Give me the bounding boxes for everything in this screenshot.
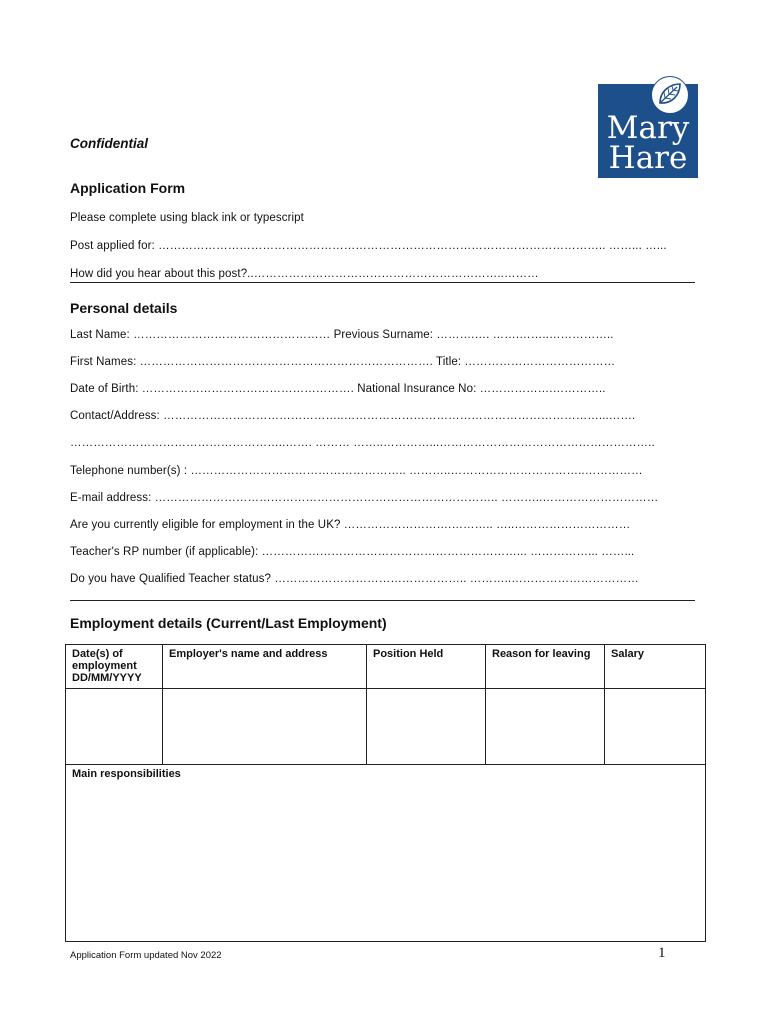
- contact-address-field[interactable]: Contact/Address: ………………………………………..…………………………………………………………...…….: [70, 410, 636, 422]
- instruction-text: Please complete using black ink or typescript: [70, 212, 304, 224]
- divider: [70, 600, 695, 601]
- contact-address-continued[interactable]: ………………………………………………..……. ……… ……..…………...………………………………………………..: [70, 437, 655, 449]
- table-header-row: [66, 645, 706, 689]
- date-of-birth-field[interactable]: Date of Birth: ………………………………………………. National Insurance No: ……………….…………..: [70, 383, 606, 395]
- column-header: Position Held: [367, 645, 486, 689]
- uk-eligibility-field[interactable]: Are you currently eligible for employment in the UK? ……………………….……….. …..…………………………: [70, 519, 631, 531]
- first-names-field[interactable]: First Names: …………………………………………………………………. Title: …………………………………: [70, 356, 616, 368]
- leaf-icon: [651, 76, 689, 114]
- how-heard-field[interactable]: How did you hear about this post?..………………………………………………………..………: [70, 268, 539, 280]
- column-header: Employer's name and address: [163, 645, 367, 689]
- responsibilities-row: [66, 765, 706, 942]
- confidential-label: Confidential: [70, 136, 148, 151]
- page-title: Application Form: [70, 180, 186, 196]
- reason-cell[interactable]: [486, 689, 605, 765]
- last-name-field[interactable]: Last Name: …………………………………………… Previous Surname: ……….…. …….……..……………..: [70, 329, 614, 341]
- column-header: Reason for leaving: [486, 645, 605, 689]
- logo-text-line1: Mary: [606, 110, 690, 146]
- logo-text-line2: Hare: [608, 140, 688, 176]
- post-applied-field[interactable]: Post applied for: …………………………………………………………………………………………………….. ……... …...: [70, 240, 667, 252]
- responsibilities-cell[interactable]: [66, 765, 706, 942]
- divider: [70, 282, 695, 283]
- dates-cell[interactable]: [66, 689, 163, 765]
- responsibilities-label: Main responsibilities: [72, 768, 181, 780]
- employment-details-heading: Employment details (Current/Last Employment): [70, 615, 387, 631]
- salary-cell[interactable]: [605, 689, 706, 765]
- column-header: Salary: [605, 645, 706, 689]
- employer-cell[interactable]: [163, 689, 367, 765]
- table-row: [66, 689, 706, 765]
- mary-hare-logo: [598, 84, 698, 178]
- footer-note: Application Form updated Nov 2022: [70, 950, 222, 961]
- employment-table: [65, 644, 706, 942]
- page-number: 1: [658, 945, 666, 961]
- position-cell[interactable]: [367, 689, 486, 765]
- personal-details-heading: Personal details: [70, 300, 178, 316]
- telephone-field[interactable]: Telephone number(s) : ……………………………………………….. ………..……………………………..……………: [70, 465, 643, 477]
- qts-field[interactable]: Do you have Qualified Teacher status? ………………………………………….. ………..……………………………: [70, 573, 639, 585]
- teacher-rp-field[interactable]: Teacher's RP number (if applicable): …………………………………………………………... ……………... ……...: [70, 546, 635, 558]
- column-header: Date(s) of employment DD/MM/YYYY: [66, 645, 163, 689]
- email-field[interactable]: E-mail address: …………………………………………………………………………….. ………..…………………………: [70, 492, 659, 504]
